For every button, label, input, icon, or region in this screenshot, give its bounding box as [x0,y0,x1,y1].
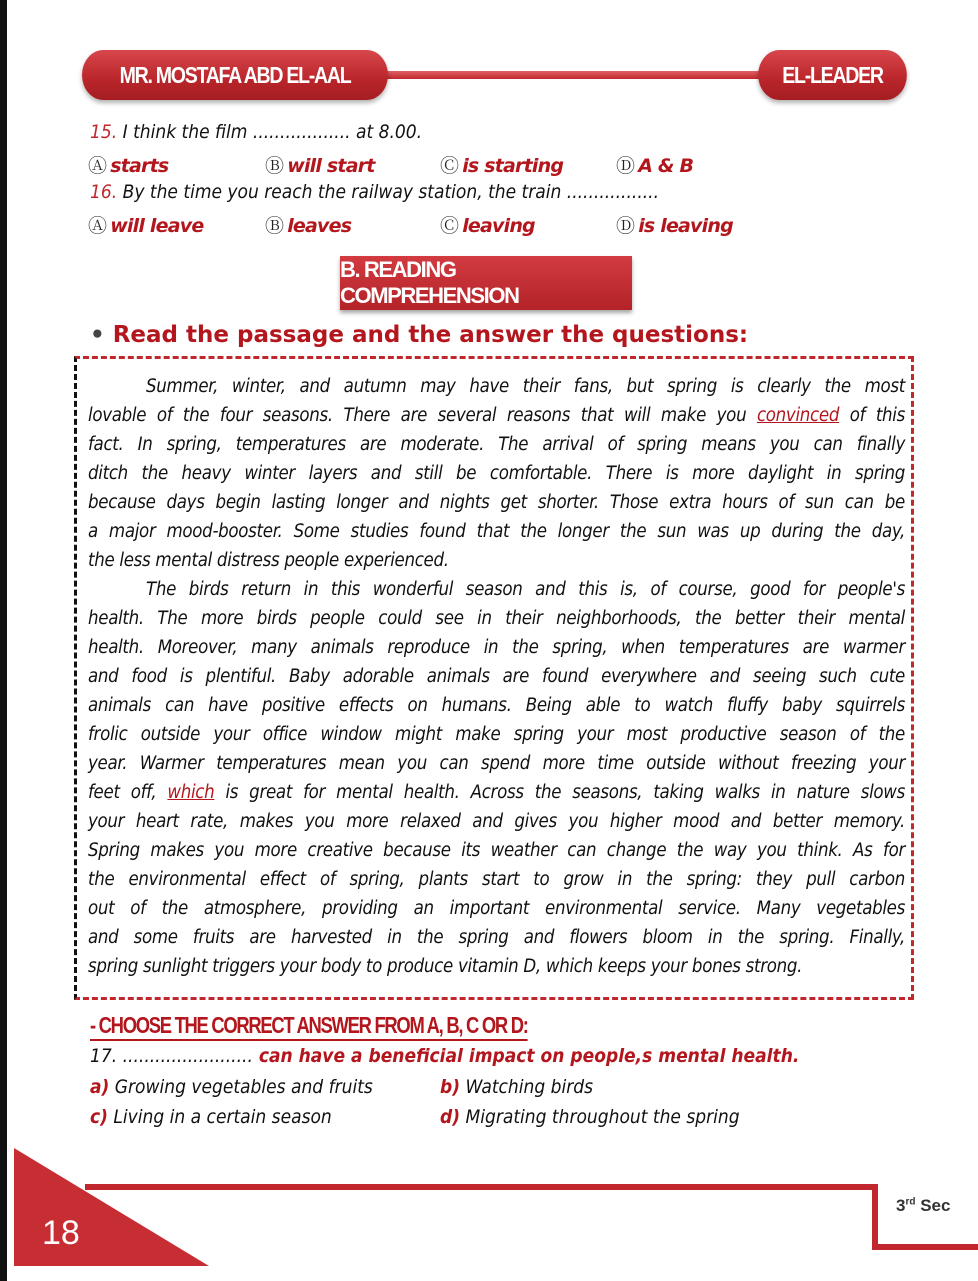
q15-option-d[interactable]: Ⓓ A & B [616,155,694,177]
passage-line: frolic outside your office window might make spring your most productive season of the [88,724,905,745]
question-15: 15. I think the film .................. at 8.00. [90,121,423,143]
q15-option-b[interactable]: Ⓑ will start [265,155,375,177]
footer-line-end [872,1244,978,1250]
underlined-word: which [167,782,215,803]
q16-option-c[interactable]: Ⓒ leaving [440,215,535,237]
passage-line: ditch the heavy winter layers and still be comfortable. There is more daylight in spring [88,463,905,484]
q16-option-d[interactable]: Ⓓ is leaving [616,215,733,237]
choose-heading: - CHOOSE THE CORRECT ANSWER FROM A, B, C OR D: [90,1012,528,1041]
author-banner: MR. MOSTAFA ABD EL-AAL [82,50,388,100]
passage-line [88,778,905,807]
q16-option-a[interactable]: Ⓐ will leave [88,215,204,237]
page-edge [0,0,7,1281]
passage-line: your heart rate, makes you more relaxed and gives you higher mood and better memory. [88,811,905,832]
passage-line: the environmental effect of spring, plants start to grow in the spring: they pull carbon [88,869,905,890]
passage-line: out of the atmosphere, providing an important environmental service. Many vegetables [88,898,905,919]
section-title: B. READING COMPREHENSION [340,256,632,310]
passage-text: feet off, [88,782,168,803]
page-number: 18 [42,1214,80,1252]
q16-option-b[interactable]: Ⓑ leaves [265,215,352,237]
passage-line: health. Moreover, many animals reproduce in the spring, when temperatures are warmer [88,637,905,658]
passage-line: health. The more birds people could see in their neighborhoods, the better their mental [88,608,905,629]
passage-line: spring sunlight triggers your body to produce vitamin D, which keeps your bones strong. [88,956,803,977]
footer-line [85,1184,878,1190]
passage-line: because days begin lasting longer and nights get shorter. Those extra hours of sun can be [88,492,905,513]
passage-text: lovable of the four seasons. There are several reasons that will make you [88,405,757,426]
underlined-word: convinced [756,405,840,426]
passage-line: Spring makes you more creative because its weather can change the way you think. As for [88,840,905,861]
q17-option-d[interactable]: d) Migrating throughout the spring [440,1106,740,1128]
grade-label: 3rd Sec [896,1196,951,1215]
q17-option-b[interactable]: b) Watching birds [440,1076,594,1098]
q15-option-a[interactable]: Ⓐ starts [88,155,169,177]
brand-banner: EL-LEADER [758,50,907,100]
question-17: 17. ........................ can have a beneficial impact on people,s mental health. [90,1045,800,1067]
passage-line: The birds return in this wonderful season and this is, of course, good for people's [146,579,905,600]
footer-line-vertical [872,1184,878,1248]
passage-line: fact. In spring, temperatures are moderate. The arrival of spring means you can finally [88,434,905,455]
passage-line: animals can have positive effects on humans. Being able to watch fluffy baby squirrels [88,695,905,716]
passage-line: and some fruits are harvested in the spring and flowers bloom in the spring. Finally, [88,927,905,948]
question-16: 16. By the time you reach the railway station, the train ................. [90,181,660,203]
q17-option-c[interactable]: c) Living in a certain season [90,1106,332,1128]
q17-option-a[interactable]: a) Growing vegetables and fruits [90,1076,373,1098]
instruction: • Read the passage and the answer the questions: [90,322,749,348]
reading-passage [88,372,905,981]
passage-line: the less mental distress people experienced. [88,550,449,571]
passage-text: of this [839,405,905,426]
passage-line [88,401,905,430]
header-bar [380,71,770,79]
passage-line: Summer, winter, and autumn may have their fans, but spring is clearly the most [146,376,905,397]
passage-text: is great for mental health. Across the seasons, taking walks in nature slows [214,782,905,803]
passage-line: and food is plentiful. Baby adorable animals are found everywhere and seeing such cute [88,666,905,687]
q15-option-c[interactable]: Ⓒ is starting [440,155,564,177]
passage-line: year. Warmer temperatures mean you can spend more time outside without freezing your [88,753,905,774]
passage-line: a major mood-booster. Some studies found that the longer the sun was up during the day, [88,521,905,542]
